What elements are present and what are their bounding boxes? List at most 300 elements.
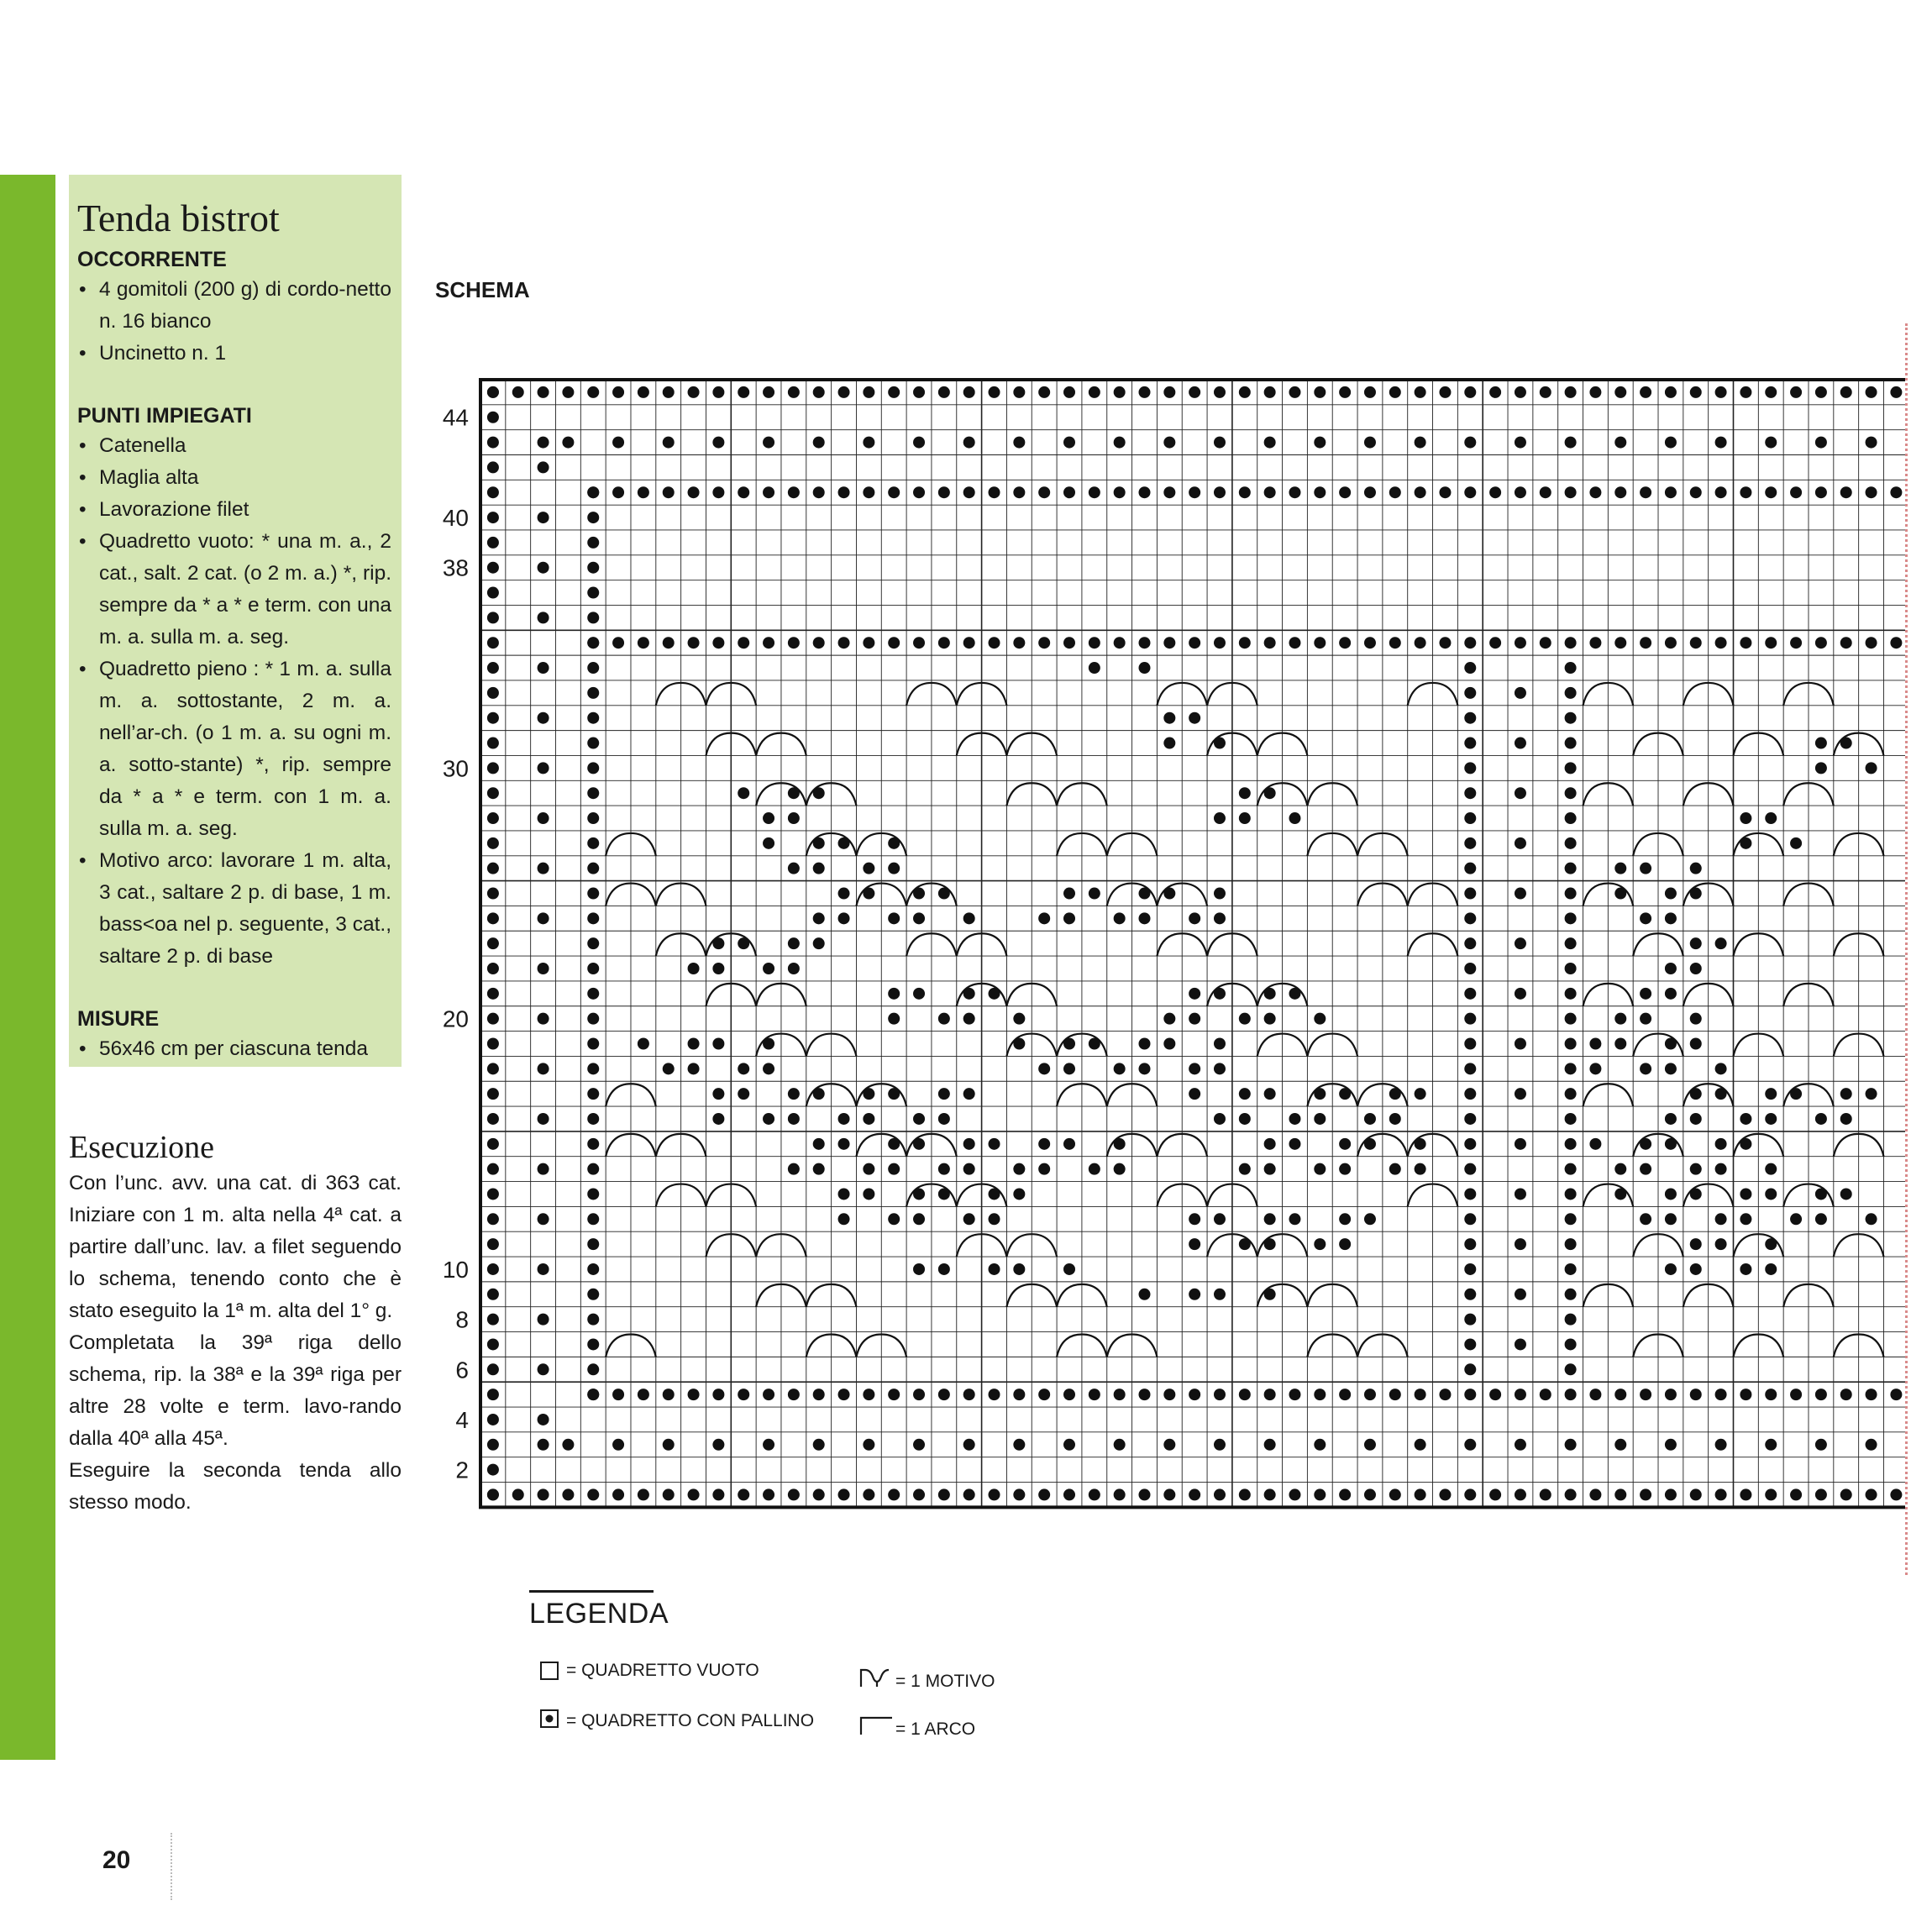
chart-dot (1339, 486, 1351, 498)
chart-dot (587, 612, 599, 623)
chart-dot (1690, 1263, 1702, 1275)
chart-dot (1715, 1163, 1727, 1175)
chart-dot (587, 562, 599, 574)
chart-dot (763, 1439, 774, 1451)
chart-dot (738, 486, 749, 498)
chart-dot (1715, 1389, 1727, 1400)
chart-dot (1364, 1389, 1376, 1400)
chart-dot (1515, 1238, 1526, 1250)
chart-dot (587, 787, 599, 799)
chart-dot (1464, 1113, 1476, 1125)
chart-dot (738, 1488, 749, 1500)
chart-dot (763, 386, 774, 398)
chart-dot (1614, 1488, 1626, 1500)
chart-dot (838, 912, 850, 924)
chart-dot (938, 1113, 950, 1125)
chart-dot (1790, 386, 1802, 398)
chart-dot (863, 863, 874, 874)
chart-dot (1565, 486, 1577, 498)
chart-dot (487, 486, 499, 498)
chart-dot (1565, 1063, 1577, 1074)
chart-dot (1890, 486, 1902, 498)
chart-dot (888, 912, 900, 924)
chart-dot (1740, 1488, 1751, 1500)
chart-dot (838, 486, 850, 498)
chart-dot (538, 1363, 549, 1375)
chart-dot (1614, 1389, 1626, 1400)
chart-dot (1063, 888, 1075, 900)
row-number-label: 40 (442, 505, 469, 532)
chart-dot (763, 1389, 774, 1400)
chart-dot (1790, 837, 1802, 849)
chart-dot (487, 461, 499, 473)
chart-dot (1239, 1013, 1251, 1025)
chart-dot (913, 386, 925, 398)
chart-dot (1866, 1439, 1877, 1451)
chart-dot (1614, 1037, 1626, 1049)
chart-dot (1515, 837, 1526, 849)
chart-dot (538, 461, 549, 473)
chart-dot (1163, 1389, 1175, 1400)
chart-dot (587, 1037, 599, 1049)
chart-dot (989, 1488, 1000, 1500)
chart-dot (587, 1314, 599, 1326)
chart-dot (612, 1439, 624, 1451)
chart-dot (587, 386, 599, 398)
chart-dot (1038, 1488, 1050, 1500)
chart-dot (1866, 486, 1877, 498)
chart-dot (1089, 888, 1100, 900)
chart-dot (1540, 1488, 1551, 1500)
chart-dot (587, 687, 599, 699)
chart-dot (913, 437, 925, 449)
chart-dot (1163, 1488, 1175, 1500)
chart-dot (1464, 386, 1476, 398)
chart-dot (763, 637, 774, 648)
chart-dot (587, 1338, 599, 1350)
chart-dot (487, 1188, 499, 1200)
chart-dot (1715, 1488, 1727, 1500)
list-item: • Lavorazione filet (77, 494, 391, 526)
chart-dot (1163, 1037, 1175, 1049)
chart-dot (538, 562, 549, 574)
chart-dot (1264, 637, 1276, 648)
chart-dot (487, 1088, 499, 1100)
chart-dot (1464, 1063, 1476, 1074)
chart-dot (1515, 486, 1526, 498)
chart-dot (1765, 812, 1777, 824)
chart-dot (1665, 888, 1677, 900)
chart-dot (963, 1163, 975, 1175)
chart-dot (788, 486, 800, 498)
chart-dot (1364, 1113, 1376, 1125)
chart-dot (1214, 1113, 1226, 1125)
chart-dot (1415, 637, 1426, 648)
chart-dot (1063, 1138, 1075, 1150)
chart-dot (1565, 1113, 1577, 1125)
chart-dot (1765, 1088, 1777, 1100)
chart-dot (863, 637, 874, 648)
chart-dot (638, 637, 649, 648)
chart-dot (1464, 1338, 1476, 1350)
chart-dot (1464, 687, 1476, 699)
chart-dot (738, 1389, 749, 1400)
chart-dot (587, 837, 599, 849)
chart-dot (1740, 1188, 1751, 1200)
chart-dot (1114, 486, 1126, 498)
chart-dot (688, 386, 700, 398)
chart-dot (963, 1488, 975, 1500)
row-number-label: 30 (442, 755, 469, 782)
chart-dot (1163, 1439, 1175, 1451)
chart-dot (1138, 386, 1150, 398)
chart-dot (487, 738, 499, 749)
chart-dot (838, 1213, 850, 1225)
chart-dot (1565, 988, 1577, 1000)
chart-dot (1565, 1088, 1577, 1100)
chart-dot (587, 863, 599, 874)
chart-dot (1614, 1439, 1626, 1451)
chart-dot (1289, 1389, 1300, 1400)
chart-dot (1013, 1439, 1025, 1451)
chart-dot (587, 812, 599, 824)
chart-dot (1439, 1389, 1451, 1400)
chart-dot (712, 1488, 724, 1500)
chart-dot (487, 1138, 499, 1150)
chart-dot (638, 1488, 649, 1500)
chart-dot (1364, 386, 1376, 398)
chart-dot (1089, 386, 1100, 398)
empty-square-icon (540, 1662, 559, 1680)
chart-dot (1239, 386, 1251, 398)
chart-dot (1464, 912, 1476, 924)
fold-line (1905, 323, 1908, 1575)
chart-dot (487, 562, 499, 574)
chart-dot (1464, 1013, 1476, 1025)
chart-dot (1515, 1188, 1526, 1200)
chart-dot (1038, 486, 1050, 498)
chart-dot (1464, 1488, 1476, 1500)
chart-dot (1464, 1263, 1476, 1275)
chart-dot (1163, 1013, 1175, 1025)
punti-heading: PUNTI IMPIEGATI (77, 404, 252, 428)
chart-dot (1690, 1037, 1702, 1049)
chart-dot (1464, 1439, 1476, 1451)
legend-empty-label: = QUADRETTO VUOTO (566, 1661, 759, 1680)
chart-dot (1038, 1163, 1050, 1175)
chart-dot (587, 1389, 599, 1400)
chart-dot (587, 486, 599, 498)
chart-dot (1038, 637, 1050, 648)
chart-dot (989, 1263, 1000, 1275)
legend-arc-label: = 1 ARCO (895, 1719, 976, 1739)
chart-dot (1264, 1439, 1276, 1451)
chart-dot (1515, 1037, 1526, 1049)
chart-dot (487, 1439, 499, 1451)
chart-dot (1740, 812, 1751, 824)
chart-dot (538, 1439, 549, 1451)
chart-dot (1515, 1389, 1526, 1400)
chart-dot (1815, 1439, 1827, 1451)
chart-dot (1339, 1389, 1351, 1400)
chart-dot (1114, 1163, 1126, 1175)
chart-dot (1665, 637, 1677, 648)
chart-dot (1415, 1439, 1426, 1451)
chart-dot (1439, 386, 1451, 398)
chart-dot (1464, 863, 1476, 874)
chart-dot (1665, 486, 1677, 498)
chart-dot (813, 1389, 825, 1400)
chart-dot (1890, 1389, 1902, 1400)
chart-dot (1565, 1314, 1577, 1326)
chart-dot (663, 486, 675, 498)
chart-dot (1515, 1088, 1526, 1100)
chart-dot (1063, 1488, 1075, 1500)
chart-dot (487, 687, 499, 699)
chart-dot (1690, 863, 1702, 874)
chart-dot (1239, 637, 1251, 648)
chart-dot (1364, 437, 1376, 449)
chart-dot (1815, 762, 1827, 774)
chart-dot (1389, 1488, 1401, 1500)
chart-dot (1690, 486, 1702, 498)
chart-dot (913, 1389, 925, 1400)
chart-dot (1464, 738, 1476, 749)
chart-dot (1765, 1188, 1777, 1200)
chart-dot (1740, 637, 1751, 648)
chart-dot (1289, 386, 1300, 398)
chart-dot (1614, 637, 1626, 648)
chart-dot (1339, 1138, 1351, 1150)
chart-dot (587, 587, 599, 599)
chart-dot (1415, 1088, 1426, 1100)
chart-dot (1866, 1088, 1877, 1100)
chart-dot (538, 512, 549, 523)
chart-dot (1565, 1363, 1577, 1375)
chart-dot (1665, 963, 1677, 974)
row-number-label: 20 (442, 1005, 469, 1032)
chart-dot (1013, 637, 1025, 648)
chart-dot (1815, 1488, 1827, 1500)
chart-dot (1013, 437, 1025, 449)
chart-dot (989, 486, 1000, 498)
chart-dot (1740, 1213, 1751, 1225)
chart-dot (1565, 787, 1577, 799)
chart-dot (1515, 937, 1526, 949)
chart-dot (1114, 637, 1126, 648)
chart-dot (538, 863, 549, 874)
chart-dot (1063, 386, 1075, 398)
chart-dot (1565, 1188, 1577, 1200)
chart-dot (1464, 963, 1476, 974)
chart-dot (763, 963, 774, 974)
chart-dot (1715, 1138, 1727, 1150)
chart-dot (1464, 988, 1476, 1000)
chart-dot (487, 1163, 499, 1175)
chart-dot (1013, 1013, 1025, 1025)
chart-dot (1565, 738, 1577, 749)
chart-dot (1138, 637, 1150, 648)
chart-dot (538, 1063, 549, 1074)
execution-paragraph: Completata la 39ª riga dello schema, rip. la 38ª e la 39ª riga per altre 28 volte e term. lavo-rando dalla 40ª alla 45ª. (69, 1331, 402, 1450)
chart-dot (1690, 963, 1702, 974)
chart-dot (487, 612, 499, 623)
chart-dot (1665, 1439, 1677, 1451)
chart-dot (1038, 912, 1050, 924)
chart-dot (1866, 437, 1877, 449)
chart-dot (1339, 1238, 1351, 1250)
chart-dot (1765, 1113, 1777, 1125)
row-number-label: 2 (455, 1457, 469, 1483)
chart-dot (788, 386, 800, 398)
chart-dot (1765, 437, 1777, 449)
chart-dot (813, 1163, 825, 1175)
chart-dot (1565, 386, 1577, 398)
chart-dot (888, 1163, 900, 1175)
chart-dot (1138, 1389, 1150, 1400)
chart-dot (813, 912, 825, 924)
chart-dot (1815, 1389, 1827, 1400)
chart-dot (1715, 486, 1727, 498)
chart-dot (738, 637, 749, 648)
chart-dot (788, 1163, 800, 1175)
chart-dot (963, 1213, 975, 1225)
chart-dot (863, 1113, 874, 1125)
chart-dot (487, 1289, 499, 1300)
chart-dot (1464, 787, 1476, 799)
chart-dot (1565, 1163, 1577, 1175)
list-item: • Quadretto pieno : * 1 m. a. sulla m. a. sottostante, 2 m. a. nell’ar-ch. (o 1 m. a. su ogni m. a. sotto-stante) *, rip. sempre da * a * e term. con 1 m. a. sulla m. a. seg. (77, 654, 391, 845)
chart-dot (712, 1439, 724, 1451)
chart-dot (1314, 1238, 1326, 1250)
chart-dot (813, 486, 825, 498)
chart-dot (963, 1439, 975, 1451)
chart-dot (1690, 386, 1702, 398)
chart-dot (538, 1013, 549, 1025)
chart-dot (1840, 637, 1852, 648)
chart-dot (763, 437, 774, 449)
chart-dot (1890, 386, 1902, 398)
chart-dot (863, 437, 874, 449)
chart-dot (1866, 1389, 1877, 1400)
chart-dot (487, 1238, 499, 1250)
chart-dot (1840, 1488, 1852, 1500)
chart-dot (538, 612, 549, 623)
row-number-label: 8 (455, 1306, 469, 1333)
chart-dot (487, 1363, 499, 1375)
misure-heading: MISURE (77, 1007, 160, 1031)
chart-dot (663, 386, 675, 398)
chart-dot (1464, 762, 1476, 774)
chart-dot (1866, 637, 1877, 648)
chart-dot (1866, 1488, 1877, 1500)
chart-dot (888, 1213, 900, 1225)
chart-dot (487, 787, 499, 799)
chart-dot (913, 486, 925, 498)
chart-dot (1665, 1389, 1677, 1400)
chart-dot (1640, 912, 1651, 924)
chart-dot (712, 437, 724, 449)
chart-dot (1314, 386, 1326, 398)
chart-dot (963, 637, 975, 648)
chart-dot (1665, 1488, 1677, 1500)
chart-dot (788, 863, 800, 874)
chart-dot (1589, 1138, 1601, 1150)
chart-dot (587, 1188, 599, 1200)
chart-dot (612, 1389, 624, 1400)
chart-dot (1314, 1389, 1326, 1400)
chart-dot (1515, 787, 1526, 799)
chart-dot (538, 1488, 549, 1500)
legend-dot-label: = QUADRETTO CON PALLINO (566, 1711, 815, 1730)
chart-dot (1614, 1163, 1626, 1175)
chart-dot (1464, 1289, 1476, 1300)
chart-dot (612, 386, 624, 398)
chart-dot (813, 437, 825, 449)
chart-dot (938, 1013, 950, 1025)
chart-dot (1540, 386, 1551, 398)
chart-dot (1640, 1389, 1651, 1400)
chart-dot (1038, 386, 1050, 398)
chart-dot (1114, 912, 1126, 924)
chart-dot (1189, 1289, 1200, 1300)
chart-dot (888, 386, 900, 398)
chart-dot (1890, 1488, 1902, 1500)
chart-dot (1866, 1213, 1877, 1225)
chart-dot (587, 1488, 599, 1500)
chart-dot (688, 637, 700, 648)
chart-dot (487, 437, 499, 449)
chart-dot (1314, 1163, 1326, 1175)
chart-dot (1189, 486, 1200, 498)
chart-dot (487, 837, 499, 849)
chart-dot (1464, 1088, 1476, 1100)
chart-dot (963, 1389, 975, 1400)
chart-dot (1565, 662, 1577, 674)
chart-dot (1515, 437, 1526, 449)
chart-dot (888, 637, 900, 648)
chart-dot (1489, 1389, 1501, 1400)
chart-dot (1665, 912, 1677, 924)
chart-dot (487, 1464, 499, 1476)
chart-dot (1690, 937, 1702, 949)
chart-dot (1815, 738, 1827, 749)
chart-dot (1214, 1488, 1226, 1500)
chart-dot (1214, 1037, 1226, 1049)
chart-dot (1565, 1488, 1577, 1500)
chart-dot (1239, 1389, 1251, 1400)
chart-dot (989, 1138, 1000, 1150)
list-item: • Maglia alta (77, 462, 391, 494)
chart-dot (1765, 1439, 1777, 1451)
chart-dot (1690, 1113, 1702, 1125)
chart-dot (1840, 486, 1852, 498)
chart-dot (1464, 1314, 1476, 1326)
chart-dot (1389, 637, 1401, 648)
chart-dot (1665, 1113, 1677, 1125)
chart-dot (712, 1113, 724, 1125)
chart-dot (1138, 1063, 1150, 1074)
chart-dot (1239, 486, 1251, 498)
chart-dot (738, 787, 749, 799)
chart-dot (1640, 386, 1651, 398)
chart-dot (638, 486, 649, 498)
chart-dot (1464, 1037, 1476, 1049)
chart-dot (989, 1213, 1000, 1225)
chart-dot (989, 386, 1000, 398)
chart-dot (1565, 762, 1577, 774)
chart-dot (1540, 1389, 1551, 1400)
